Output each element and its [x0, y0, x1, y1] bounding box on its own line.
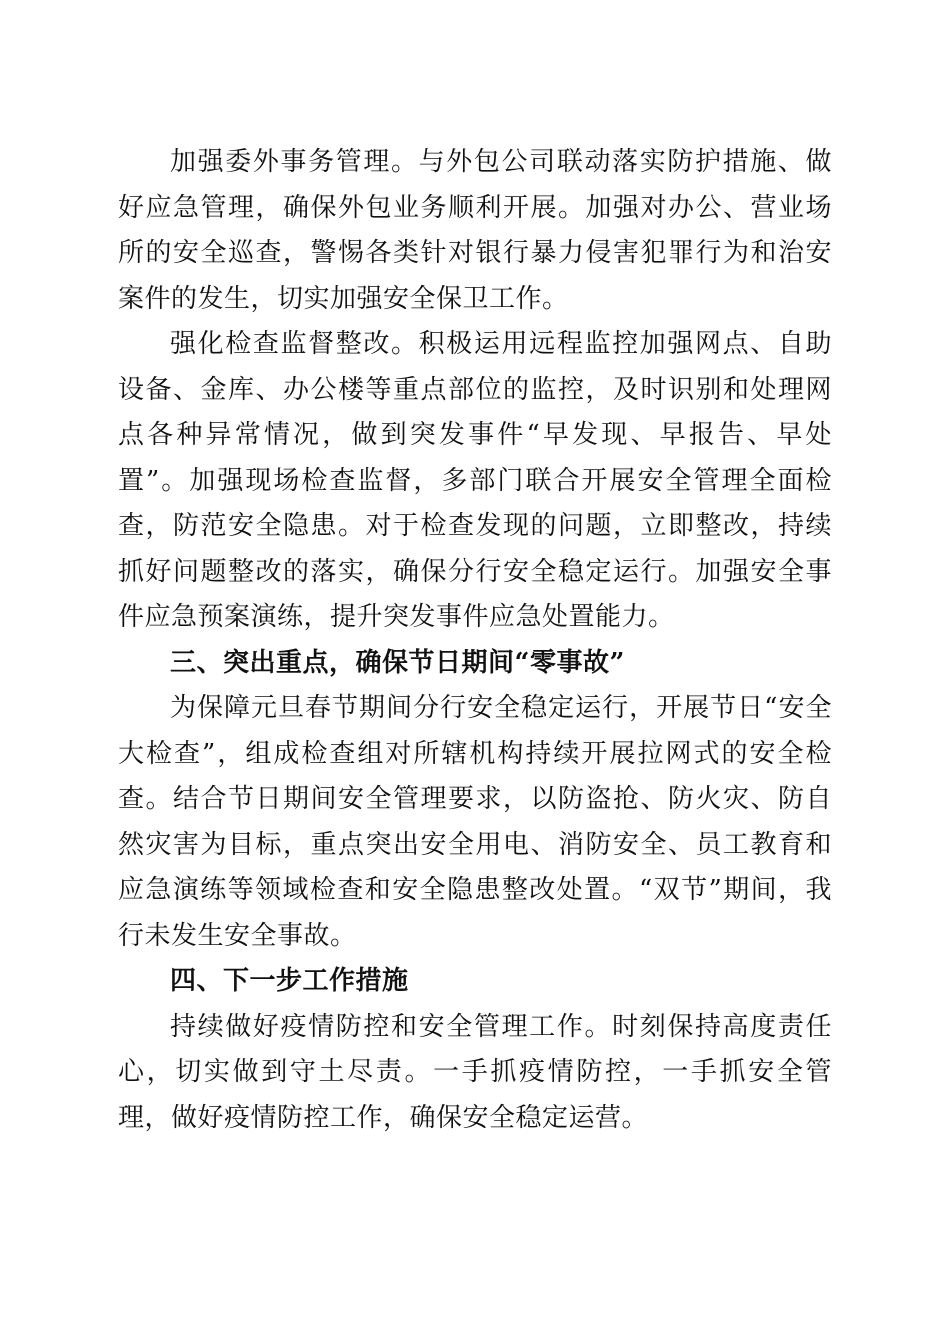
- document-body: [118, 140, 832, 1141]
- paragraph-next-steps: 持续做好疫情防控和安全管理工作。时刻保持高度责任心，切实做到守土尽责。一手抓疫情防控，一手抓安全管理，做好疫情防控工作，确保安全稳定运营。: [118, 1011, 832, 1133]
- section-heading-3: 三、突出重点，确保节日期间“零事故”: [170, 647, 625, 678]
- paragraph-holiday-safety: 为保障元旦春节期间分行安全稳定运行，开展节日“安全大检查”，组成检查组对所辖机构持续开展拉网式的安全检查。结合节日期间安全管理要求，以防盗抢、防火灾、防自然灾害为目标，重点突出安全用电、消防安全、员工教育和应急演练等领域检查和安全隐患整改处置。“双节”期间，我行未发生安全事故。: [118, 693, 832, 951]
- section-heading-4: 四、下一步工作措施: [170, 966, 409, 996]
- paragraph-inspection-supervision: 强化检查监督整改。积极运用远程监控加强网点、自助设备、金库、办公楼等重点部位的监控，及时识别和处理网点各种异常情况，做到突发事件“早发现、早报告、早处置”。加强现场检查监督，多部门联合开展安全管理全面检查，防范安全隐患。对于检查发现的问题，立即整改，持续抓好问题整改的落实，确保分行安全稳定运行。加强安全事件应急预案演练，提升突发事件应急处置能力。: [118, 329, 832, 632]
- paragraph-outsourcing-management: 加强委外事务管理。与外包公司联动落实防护措施、做好应急管理，确保外包业务顺利开展。加强对办公、营业场所的安全巡查，警惕各类针对银行暴力侵害犯罪行为和治安案件的发生，切实加强安全保卫工作。: [118, 147, 832, 314]
